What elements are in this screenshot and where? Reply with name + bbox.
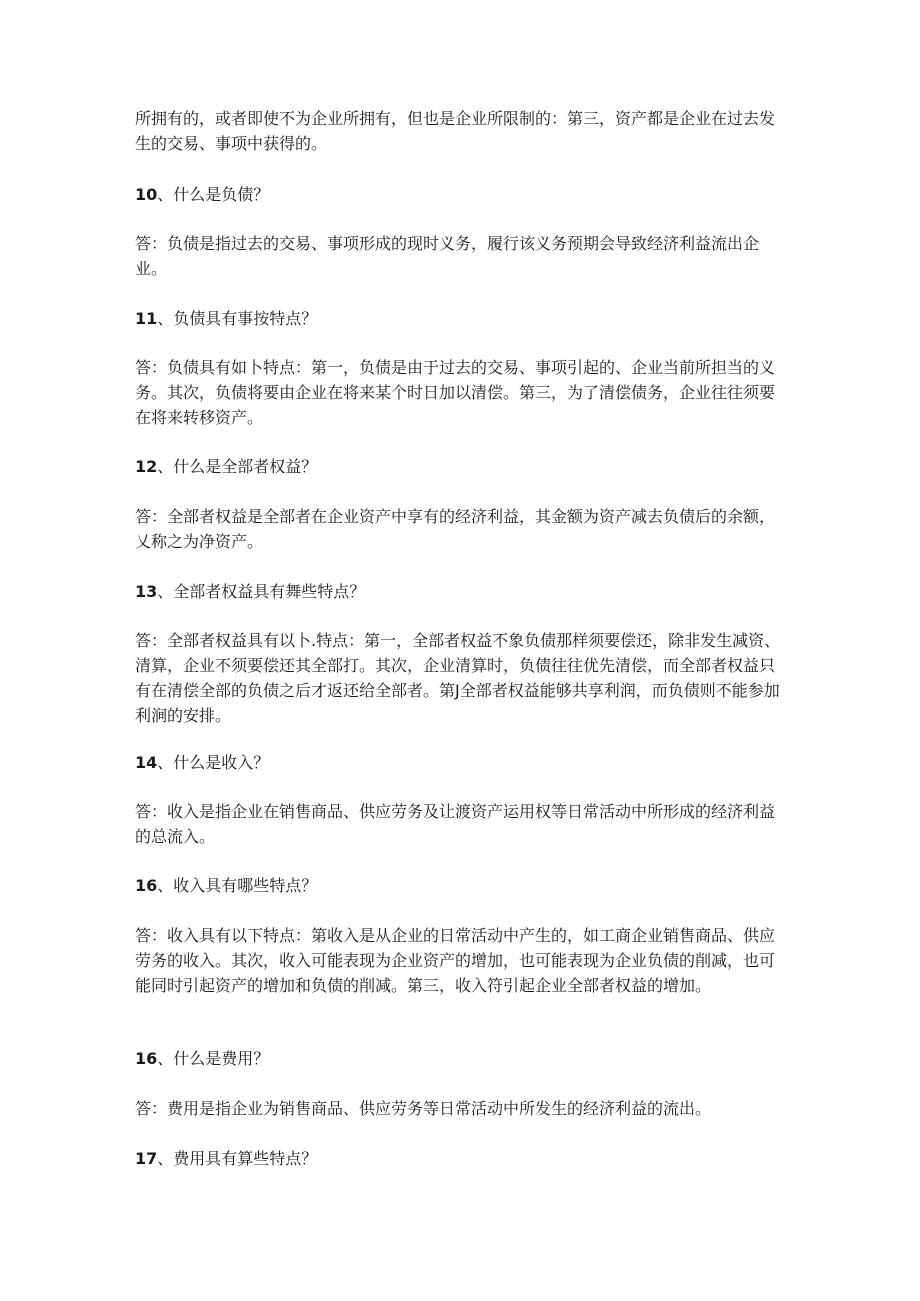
question-number: 17 [135,1149,158,1168]
question-text: 、什么是负债？ [157,185,270,204]
question-text: 、什么是全部者权益？ [157,457,318,476]
answer-paragraph-12: 答：全部者权益是全部者在企业资产中享有的经济利益，其金额为资产减去负债后的余额，乂称之为净资产。 [135,507,776,551]
question-text: 、什么是收入？ [157,753,270,772]
question-text: 、费用具有算些特点？ [157,1149,318,1168]
question-number: 10 [135,185,158,204]
question-number: 11 [135,309,158,328]
question-heading-11 [135,306,790,331]
question-heading-15 [135,873,790,898]
answer-paragraph-11: 答：负债具有如卜特点：第一，负债是由于过去的交易、事项引起的、企业当前所担当的义务。其次，负债将要由企业在将来某个时日加以清偿。第三，为了清偿债务，企业往往须要在将来转移资产。 [135,358,776,427]
question-text: 、收入具有哪些特点？ [157,876,318,895]
question-number: 13 [135,582,158,601]
question-heading-17 [135,1146,790,1171]
question-text: 、全部者权益具有舞些特点？ [157,582,366,601]
question-number: 16 [135,1049,158,1068]
question-text: 、负债具有事按特点？ [157,309,318,328]
question-number: 12 [135,457,158,476]
answer-paragraph-assets-continued: 所拥有的，或者即使不为企业所拥有，但也是企业所限制的：第三，资产都是企业在过去发生的交易、事项中获得的。 [135,109,776,153]
answer-paragraph-16: 答：费用是指企业为销售商品、供应劳务等日常活动中所发生的经济利益的流出。 [135,1099,712,1118]
answer-paragraph-14: 答：收入是指企业在销售商品、供应劳务及让渡资产运用权等日常活动中所形成的经济利益的总流入。 [135,802,776,846]
answer-paragraph-13: 答：全部者权益具有以卜.特点：第一，全部者权益不象负债那样须要偿还，除非发生减资、清算，企业不须要偿还其全部打。其次，企业清算时，负债往往优先清偿，而全部者权益只有在清偿全部的负债之后才返还给全部者。第J全部者权益能够共享利润，而负债则不能参加利涧的安排。 [135,631,781,725]
question-heading-12 [135,454,790,479]
answer-paragraph-10: 答：负债是指过去的交易、事项形成的现时义务，履行该义务预期会导致经济利益流出企业。 [135,234,760,278]
question-heading-13 [135,579,790,604]
answer-paragraph-15: 答：收入具有以下特点：第收入是从企业的日常活动中产生的，如工商企业销售商品、供应劳务的收入。其次，收入可能表现为企业资产的增加，也可能表现为企业负债的削减，也可能同时引起资产的增加和负债的削减。第三，收入符引起企业全部者权益的增加。 [135,926,776,995]
question-heading-14 [135,750,790,775]
question-heading-10 [135,182,790,207]
question-text: 、什么是费用？ [157,1049,270,1068]
question-number: 14 [135,753,158,772]
question-number: 16 [135,876,158,895]
question-heading-16 [135,1046,790,1071]
